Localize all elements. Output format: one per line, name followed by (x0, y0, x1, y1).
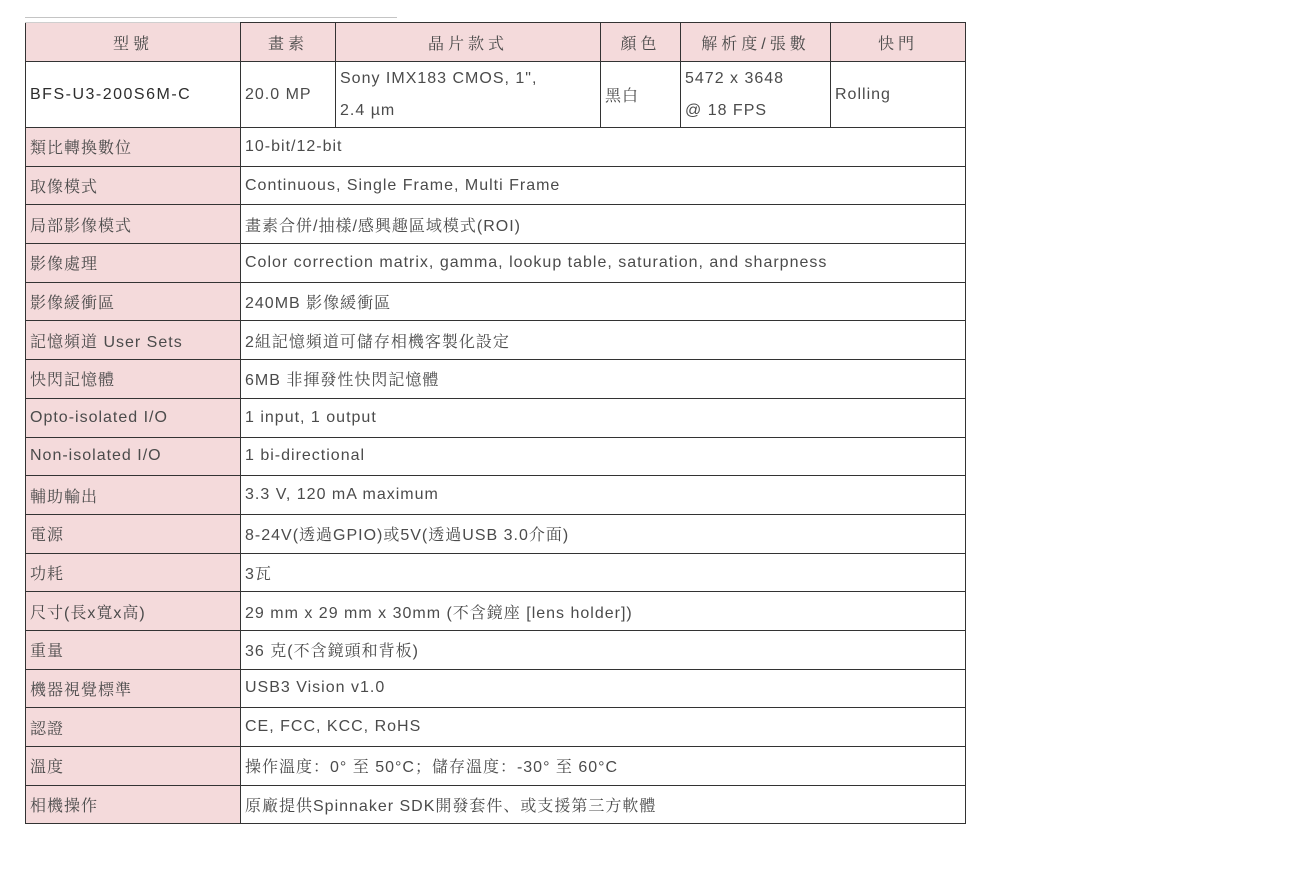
spec-value-cell: 3瓦 (241, 553, 966, 592)
spec-table (25, 22, 966, 824)
spec-label-cell: 記憶頻道 User Sets (26, 321, 241, 360)
spec-label-cell: 快閃記憶體 (26, 360, 241, 399)
table-row (26, 128, 966, 167)
spec-value-cell: 240MB 影像緩衝區 (241, 282, 966, 321)
spec-value-cell: 1 bi-directional (241, 437, 966, 476)
header-cell-sensor: 晶片款式 (336, 23, 601, 62)
spec-label-cell: Opto-isolated I/O (26, 398, 241, 437)
table-row (26, 205, 966, 244)
sensor-cell (336, 62, 601, 128)
spec-label-cell: 重量 (26, 630, 241, 669)
table-row (26, 592, 966, 631)
spec-label-cell: 電源 (26, 514, 241, 553)
table-row (26, 166, 966, 205)
pixels-cell: 20.0 MP (241, 62, 336, 128)
spec-value-cell: Continuous, Single Frame, Multi Frame (241, 166, 966, 205)
sensor-line2: 2.4 µm (340, 101, 396, 119)
spec-value-cell: 操作溫度：0° 至 50°C；儲存溫度：-30° 至 60°C (241, 747, 966, 786)
spec-label-cell: 功耗 (26, 553, 241, 592)
table-row (26, 514, 966, 553)
spec-value-cell: 36 克(不含鏡頭和背板) (241, 630, 966, 669)
color-cell: 黑白 (601, 62, 681, 128)
table-row (26, 398, 966, 437)
table-row (26, 321, 966, 360)
spec-value-cell: 3.3 V, 120 mA maximum (241, 476, 966, 515)
table-row (26, 476, 966, 515)
table-row (26, 437, 966, 476)
header-cell-model: 型號 (26, 23, 241, 62)
spec-value-cell: 6MB 非揮發性快閃記憶體 (241, 360, 966, 399)
spec-label-cell: 影像緩衝區 (26, 282, 241, 321)
spec-value-cell: CE, FCC, KCC, RoHS (241, 708, 966, 747)
header-cell-pixels: 畫素 (241, 23, 336, 62)
spec-label-cell: 相機操作 (26, 785, 241, 824)
spec-label-cell: Non-isolated I/O (26, 437, 241, 476)
shutter-cell: Rolling (831, 62, 966, 128)
table-row (26, 669, 966, 708)
table-row (26, 785, 966, 824)
resolution-fps-cell (681, 62, 831, 128)
table-row (26, 708, 966, 747)
spec-value-cell: 29 mm x 29 mm x 30mm (不含鏡座 [lens holder]) (241, 592, 966, 631)
header-row (26, 23, 966, 62)
spec-label-cell: 溫度 (26, 747, 241, 786)
table-row (26, 244, 966, 283)
header-cell-shutter: 快門 (831, 23, 966, 62)
spec-value-cell: 8-24V(透過GPIO)或5V(透過USB 3.0介面) (241, 514, 966, 553)
table-row (26, 553, 966, 592)
top-artifact-line (25, 17, 397, 18)
spec-label-cell: 局部影像模式 (26, 205, 241, 244)
spec-value-cell: 1 input, 1 output (241, 398, 966, 437)
model-cell: BFS-U3-200S6M-C (26, 62, 241, 128)
spec-label-cell: 認證 (26, 708, 241, 747)
table-row (26, 282, 966, 321)
spec-label-cell: 影像處理 (26, 244, 241, 283)
spec-label-cell: 機器視覺標準 (26, 669, 241, 708)
spec-label-cell: 輔助輸出 (26, 476, 241, 515)
table-row (26, 630, 966, 669)
spec-value-cell: 10-bit/12-bit (241, 128, 966, 167)
spec-value-cell: 原廠提供Spinnaker SDK開發套件、或支援第三方軟體 (241, 785, 966, 824)
header-cell-resolution-fps: 解析度/張數 (681, 23, 831, 62)
spec-value-cell: 2組記憶頻道可儲存相機客製化設定 (241, 321, 966, 360)
sensor-line1: Sony IMX183 CMOS, 1", (340, 69, 538, 87)
resolution-line2: @ 18 FPS (685, 101, 768, 119)
spec-value-cell: USB3 Vision v1.0 (241, 669, 966, 708)
spec-label-cell: 類比轉換數位 (26, 128, 241, 167)
spec-label-cell: 取像模式 (26, 166, 241, 205)
spec-value-cell: Color correction matrix, gamma, lookup table, saturation, and sharpness (241, 244, 966, 283)
spec-value-cell: 畫素合併/抽樣/感興趣區域模式(ROI) (241, 205, 966, 244)
camera-model-row (26, 62, 966, 128)
header-cell-color: 顏色 (601, 23, 681, 62)
table-row (26, 747, 966, 786)
table-row (26, 360, 966, 399)
spec-label-cell: 尺寸(長x寬x高) (26, 592, 241, 631)
resolution-line1: 5472 x 3648 (685, 69, 785, 87)
